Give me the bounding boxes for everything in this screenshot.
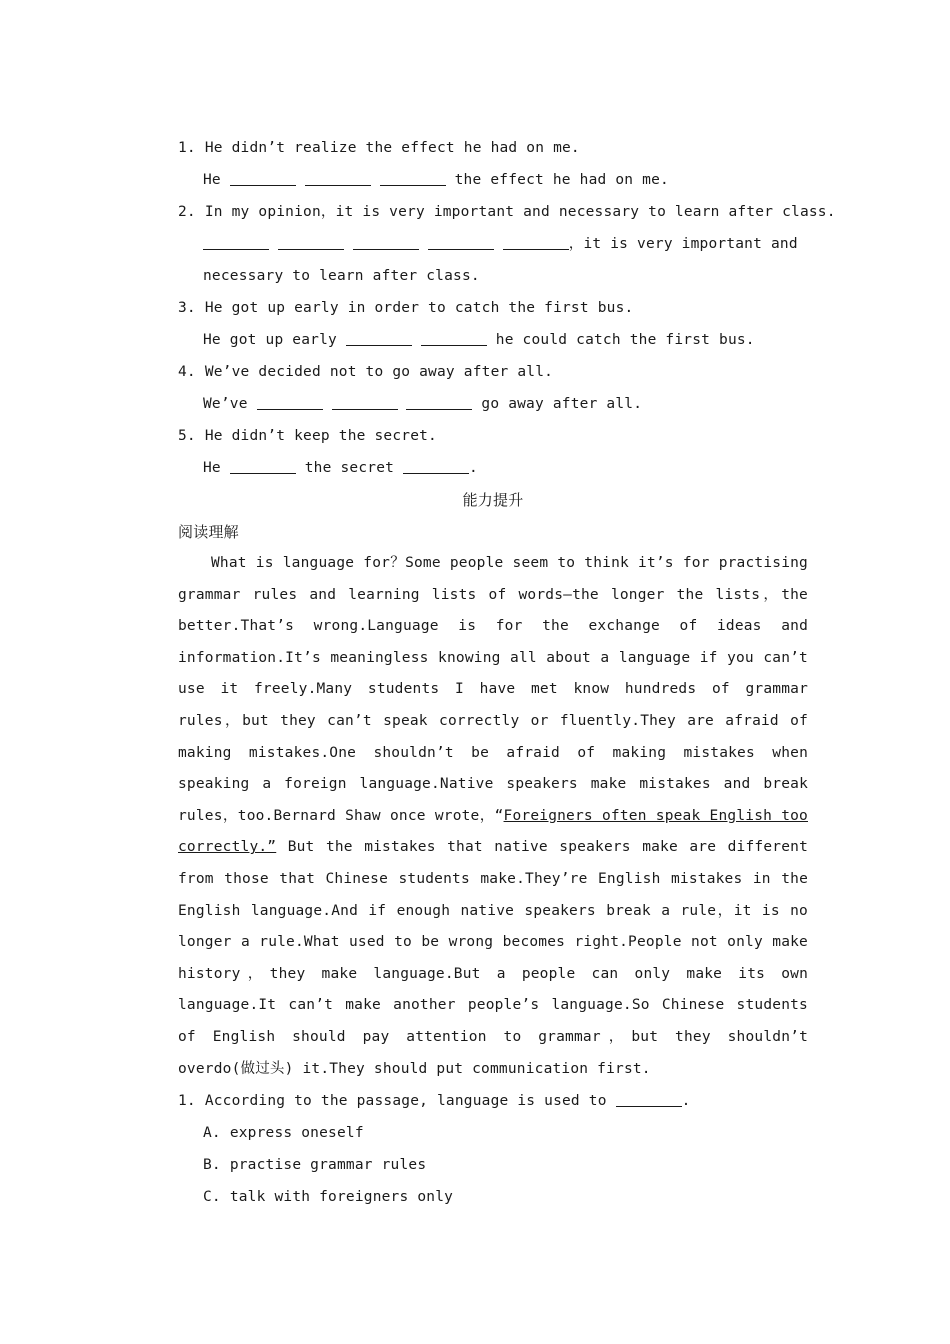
exercise-4-original: 4. We’ve decided not to go away after all. <box>178 364 554 380</box>
blank[interactable] <box>230 171 296 186</box>
blank[interactable] <box>305 171 371 186</box>
blank[interactable] <box>616 1092 682 1107</box>
exercise-5-rewrite: He the secret . <box>203 460 478 476</box>
exercise-2-rewrite: ，it is very important and <box>178 228 808 260</box>
document-page <box>178 132 836 1213</box>
blank[interactable] <box>406 395 472 410</box>
blank[interactable] <box>257 395 323 410</box>
reading-passage: What is language for？Some people seem to think it’s for practising grammar rules and learning lists of words—the longer the lists，the better.That’s wrong.Language is for the exchange of ideas and information.It’s meaningless knowing all about a language if you can’t use it freely.Many students I have met know hundreds of grammar rules，but they can’t speak correctly or fluently.They are afraid of making mistakes.One shouldn’t be afraid of making mistakes when speaking a foreign language.Native speakers make mistakes and break rules，too.Bernard Shaw once wrote，“Foreigners often speak English too correctly.” But the mistakes that native speakers make are different from those that Chinese students make.They’re English mistakes in the English language.And if enough native speakers break a rule，it is no longer a rule.What used to be wrong becomes right.People not only make history，they make language.But a people can only make its own language.It can’t make another people’s language.So Chinese students of English should pay attention to grammar，but they shouldn’t overdo(做过头) it.They should put communication first. <box>178 555 808 1077</box>
blank[interactable] <box>421 331 487 346</box>
blank[interactable] <box>346 331 412 346</box>
option-b[interactable]: B. practise grammar rules <box>203 1157 427 1174</box>
blank[interactable] <box>278 235 344 250</box>
exercise-3-rewrite: He got up early he could catch the first bus. <box>203 332 755 348</box>
blank[interactable] <box>203 235 269 250</box>
option-c[interactable]: C. talk with foreigners only <box>203 1189 454 1206</box>
reading-label: 阅读理解 <box>178 523 239 541</box>
exercise-3-original: 3. He got up early in order to catch the first bus. <box>178 300 634 316</box>
question-1: 1. According to the passage, language is used to . <box>178 1093 691 1110</box>
exercise-2-original: 2. In my opinion，it is very important and necessary to learn after class. <box>178 204 836 220</box>
exercise-1-rewrite: He the effect he had on me. <box>203 172 669 188</box>
section-title: 能力提升 <box>462 491 524 509</box>
blank[interactable] <box>380 171 446 186</box>
exercise-2-rewrite-cont: necessary to learn after class. <box>203 268 480 284</box>
blank[interactable] <box>503 235 569 250</box>
exercise-5-original: 5. He didn’t keep the secret. <box>178 428 437 444</box>
blank[interactable] <box>428 235 494 250</box>
underlined-quote: Foreigners often speak English too correctly.” <box>178 807 808 856</box>
blank[interactable] <box>230 459 296 474</box>
blank[interactable] <box>332 395 398 410</box>
blank[interactable] <box>403 459 469 474</box>
option-a[interactable]: A. express oneself <box>203 1125 364 1142</box>
exercise-4-rewrite: We’ve go away after all. <box>203 396 643 412</box>
exercise-1-original: 1. He didn’t realize the effect he had on me. <box>178 140 580 156</box>
blank[interactable] <box>353 235 419 250</box>
